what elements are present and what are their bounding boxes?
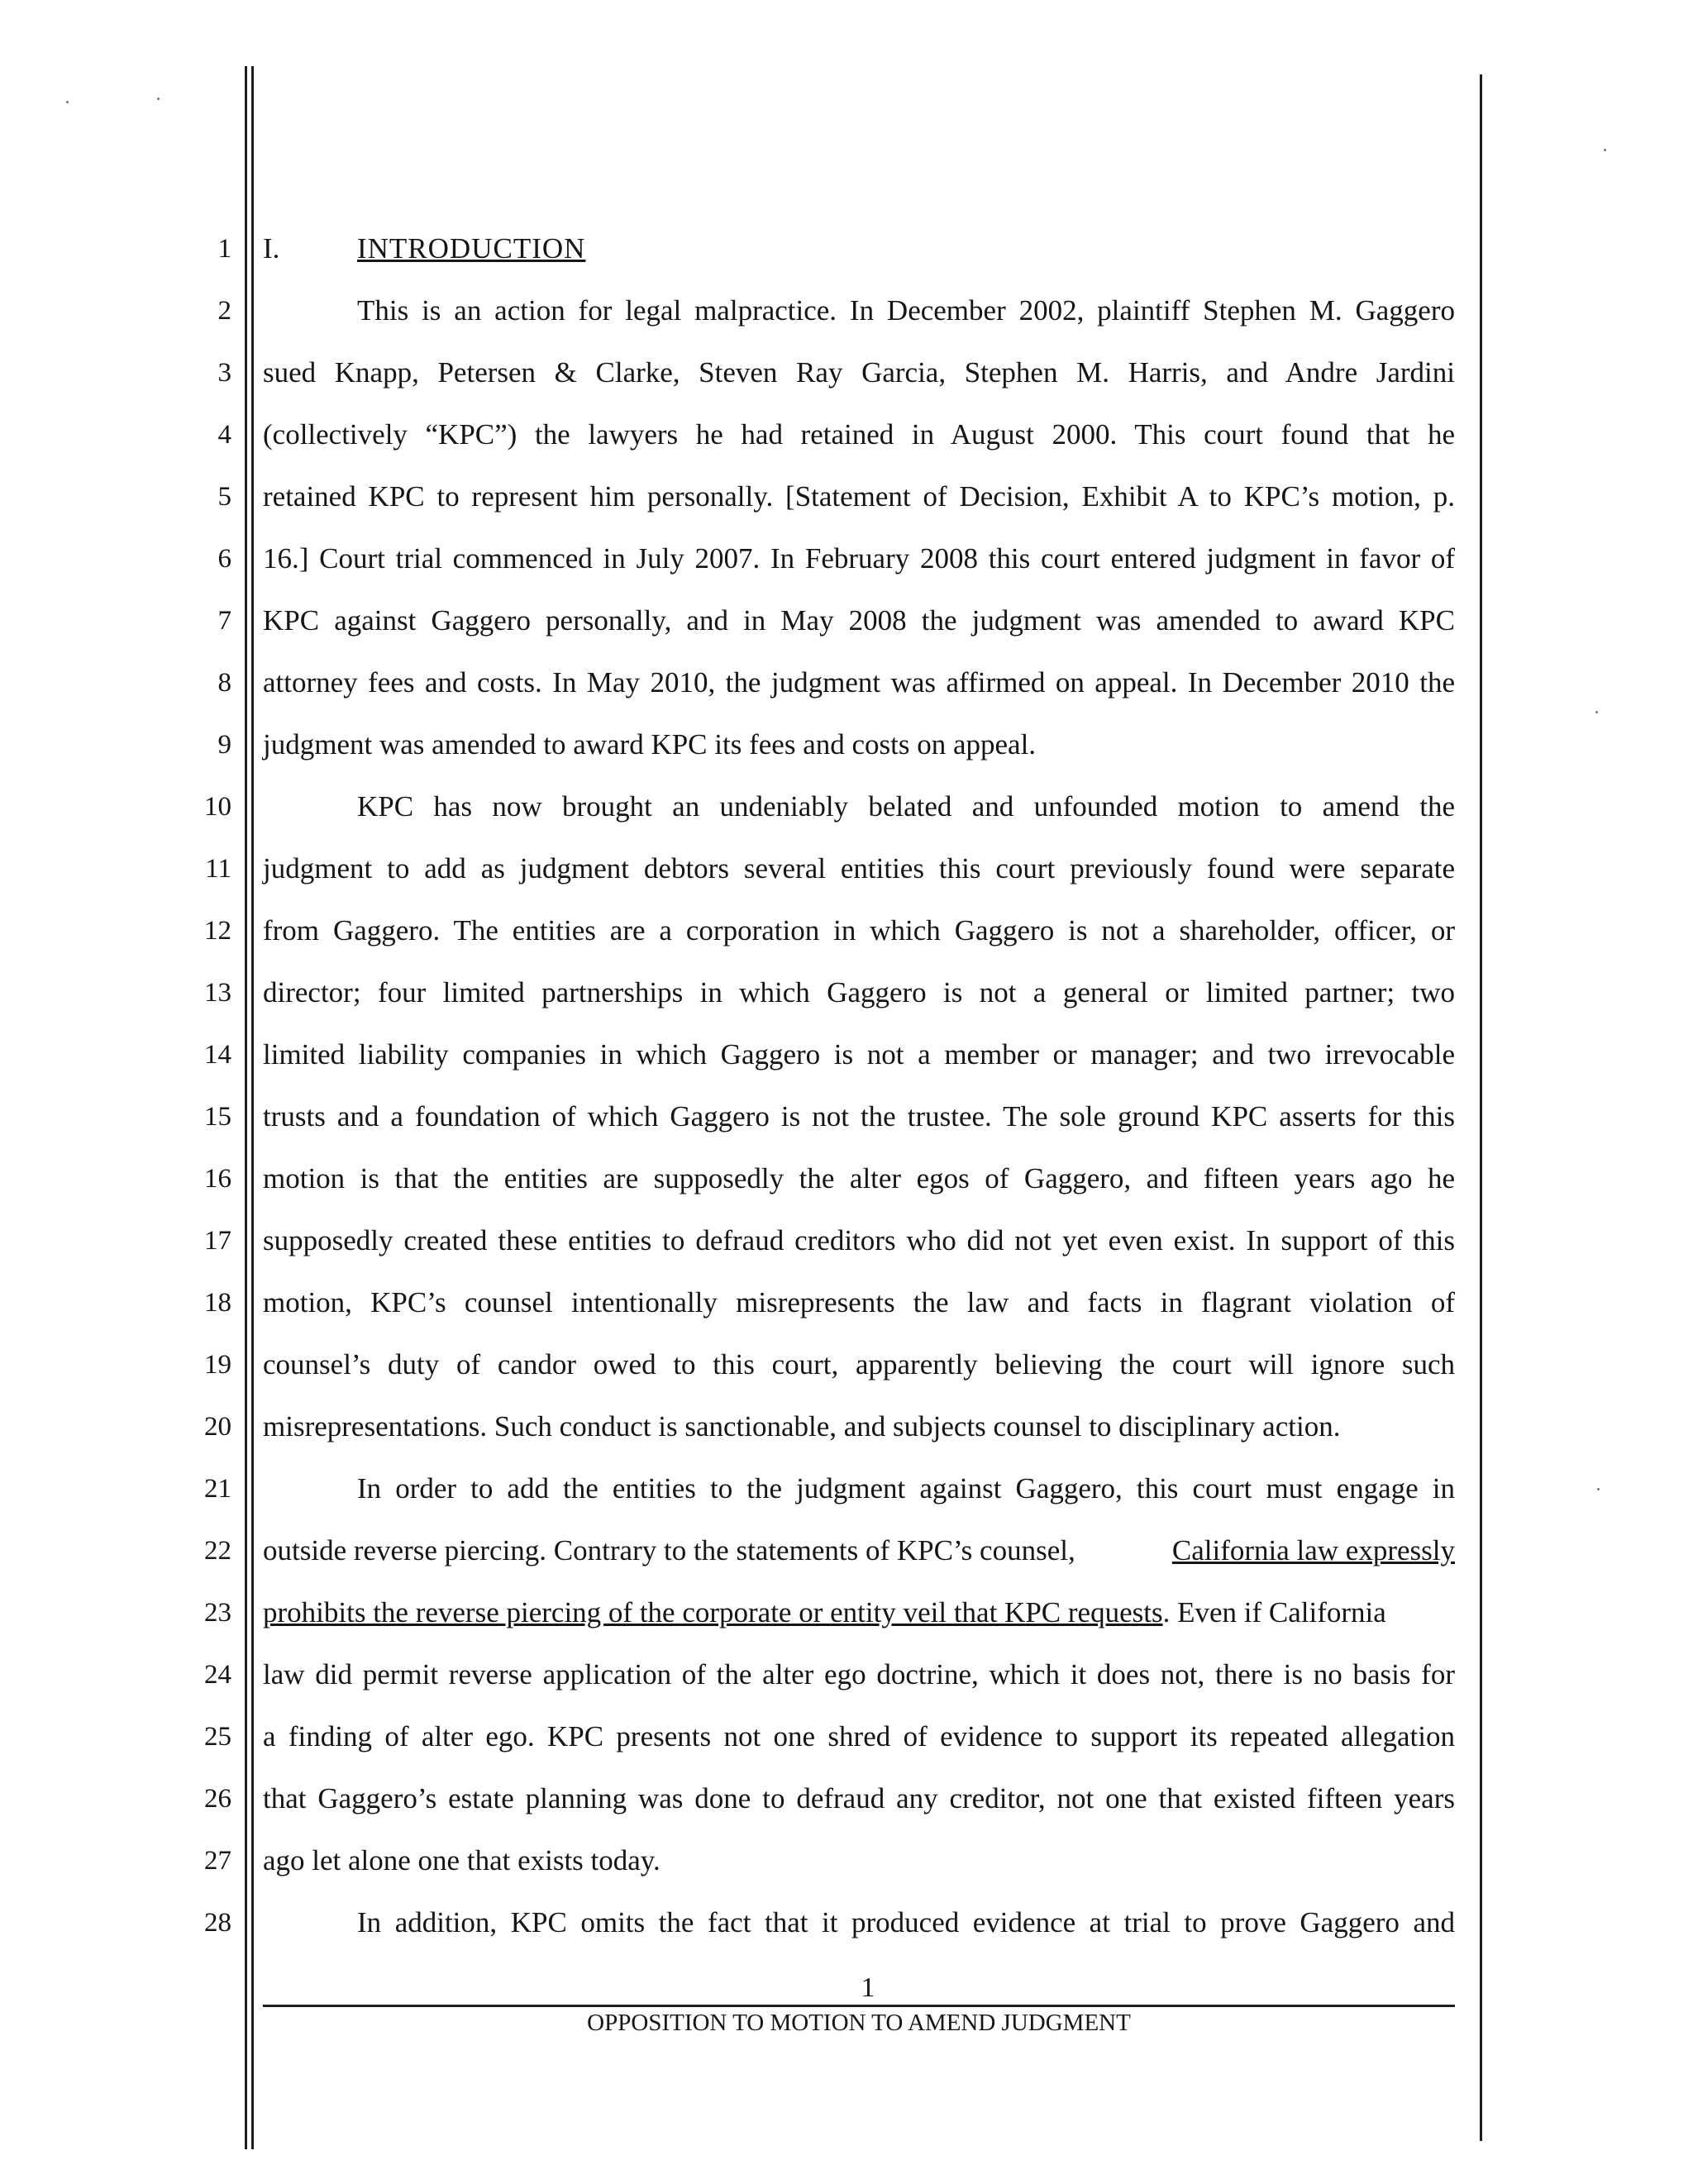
text-line: ago let alone one that exists today. (263, 1844, 661, 1876)
text-line (263, 1595, 1455, 1631)
line-number: 5 (217, 482, 231, 512)
text-line: motion is that the entities are supposedly the alter egos of Gaggero, and fifteen years ago he (263, 1162, 1455, 1195)
text-line: KPC against Gaggero personally, and in May 2008 the judgment was amended to award KPC (263, 604, 1455, 637)
footer-rule (263, 2005, 1455, 2007)
line-number: 19 (204, 1350, 231, 1380)
text-line: judgment to add as judgment debtors several entities this court previously found were separate (263, 852, 1455, 885)
line-number: 7 (217, 606, 231, 636)
line-number: 13 (204, 978, 231, 1008)
line-number: 6 (217, 544, 231, 574)
text-line: judgment was amended to award KPC its fees and costs on appeal. (263, 728, 1037, 761)
text-line: a finding of alter ego. KPC presents not one shred of evidence to support its repeated allegation (263, 1720, 1455, 1752)
line-number: 2 (217, 296, 231, 326)
text-line (263, 1533, 1455, 1569)
text-line: In order to add the entities to the judgment against Gaggero, this court must engage in (357, 1472, 1455, 1504)
text-line: (collectively “KPC”) the lawyers he had retained in August 2000. This court found that he (263, 418, 1455, 451)
page-number: 1 (861, 1972, 875, 2003)
scan-speck (1604, 149, 1606, 151)
line-number: 23 (204, 1598, 231, 1628)
line-number: 18 (204, 1288, 231, 1318)
text-line: attorney fees and costs. In May 2010, the judgment was affirmed on appeal. In December 2010 the (263, 666, 1455, 699)
line-number: 1 (217, 234, 231, 264)
text-line: misrepresentations. Such conduct is sanctionable, and subjects counsel to disciplinary action. (263, 1410, 1341, 1442)
line-number: 20 (204, 1412, 231, 1442)
text-line: from Gaggero. The entities are a corporation in which Gaggero is not a shareholder, officer, or (263, 914, 1455, 947)
text-line: supposedly created these entities to defraud creditors who did not yet even exist. In support of this (263, 1224, 1455, 1257)
scan-speck (1595, 711, 1598, 713)
line-number: 9 (217, 730, 231, 760)
right-margin-rule (1480, 74, 1482, 2141)
text-segment: . Even if California (1162, 1596, 1386, 1628)
line-number: 28 (204, 1908, 231, 1938)
scan-speck (157, 98, 160, 100)
text-line: counsel’s duty of candor owed to this court, apparently believing the court will ignore such (263, 1348, 1455, 1380)
line-number: 3 (217, 358, 231, 388)
underlined-text: California law expressly (1171, 1534, 1455, 1566)
section-title: INTRODUCTION (357, 232, 586, 265)
line-number: 22 (204, 1536, 231, 1566)
line-number: 16 (204, 1164, 231, 1194)
text-line: law did permit reverse application of the alter ego doctrine, which it does not, there is no basis for (263, 1658, 1455, 1690)
line-number: 10 (204, 792, 231, 822)
text-line: limited liability companies in which Gaggero is not a member or manager; and two irrevocable (263, 1038, 1455, 1071)
line-number: 27 (204, 1846, 231, 1876)
text-line: KPC has now brought an undeniably belated and unfounded motion to amend the (357, 790, 1455, 823)
text-line: This is an action for legal malpractice. In December 2002, plaintiff Stephen M. Gaggero (357, 294, 1455, 327)
footer-title: OPPOSITION TO MOTION TO AMEND JUDGMENT (587, 2010, 1131, 2036)
text-line: sued Knapp, Petersen & Clarke, Steven Ray Garcia, Stephen M. Harris, and Andre Jardini (263, 356, 1455, 389)
text-line: In addition, KPC omits the fact that it produced evidence at trial to prove Gaggero and (357, 1906, 1455, 1938)
scan-speck (66, 101, 69, 103)
text-segment: outside reverse piercing. Contrary to the statements of KPC’s counsel, (263, 1534, 1075, 1566)
line-number: 12 (204, 916, 231, 946)
line-number: 8 (217, 668, 231, 698)
scan-speck (1597, 1488, 1600, 1490)
line-number: 11 (205, 854, 231, 884)
text-line: director; four limited partnerships in which Gaggero is not a general or limited partner; two (263, 976, 1455, 1009)
line-number: 14 (204, 1040, 231, 1070)
line-number: 15 (204, 1102, 231, 1132)
left-margin-rule-inner (251, 66, 254, 2149)
text-line: 16.] Court trial commenced in July 2007. In February 2008 this court entered judgment in favor of (263, 542, 1455, 575)
text-line: that Gaggero’s estate planning was done to defraud any creditor, not one that existed fifteen years (263, 1782, 1455, 1814)
line-number: 17 (204, 1226, 231, 1256)
text-line: retained KPC to represent him personally. [Statement of Decision, Exhibit A to KPC’s motion, p. (263, 480, 1455, 513)
text-line: trusts and a foundation of which Gaggero is not the trustee. The sole ground KPC asserts for this (263, 1100, 1455, 1133)
underlined-text: prohibits the reverse piercing of the corporate or entity veil that KPC requests (263, 1596, 1163, 1628)
line-number: 25 (204, 1722, 231, 1752)
text-line: motion, KPC’s counsel intentionally misrepresents the law and facts in flagrant violation of (263, 1286, 1455, 1319)
section-number: I. (263, 232, 280, 265)
line-number: 21 (204, 1474, 231, 1504)
line-number: 4 (217, 420, 231, 450)
line-number: 24 (204, 1660, 231, 1690)
left-margin-rule-outer (245, 66, 247, 2149)
line-number: 26 (204, 1784, 231, 1814)
